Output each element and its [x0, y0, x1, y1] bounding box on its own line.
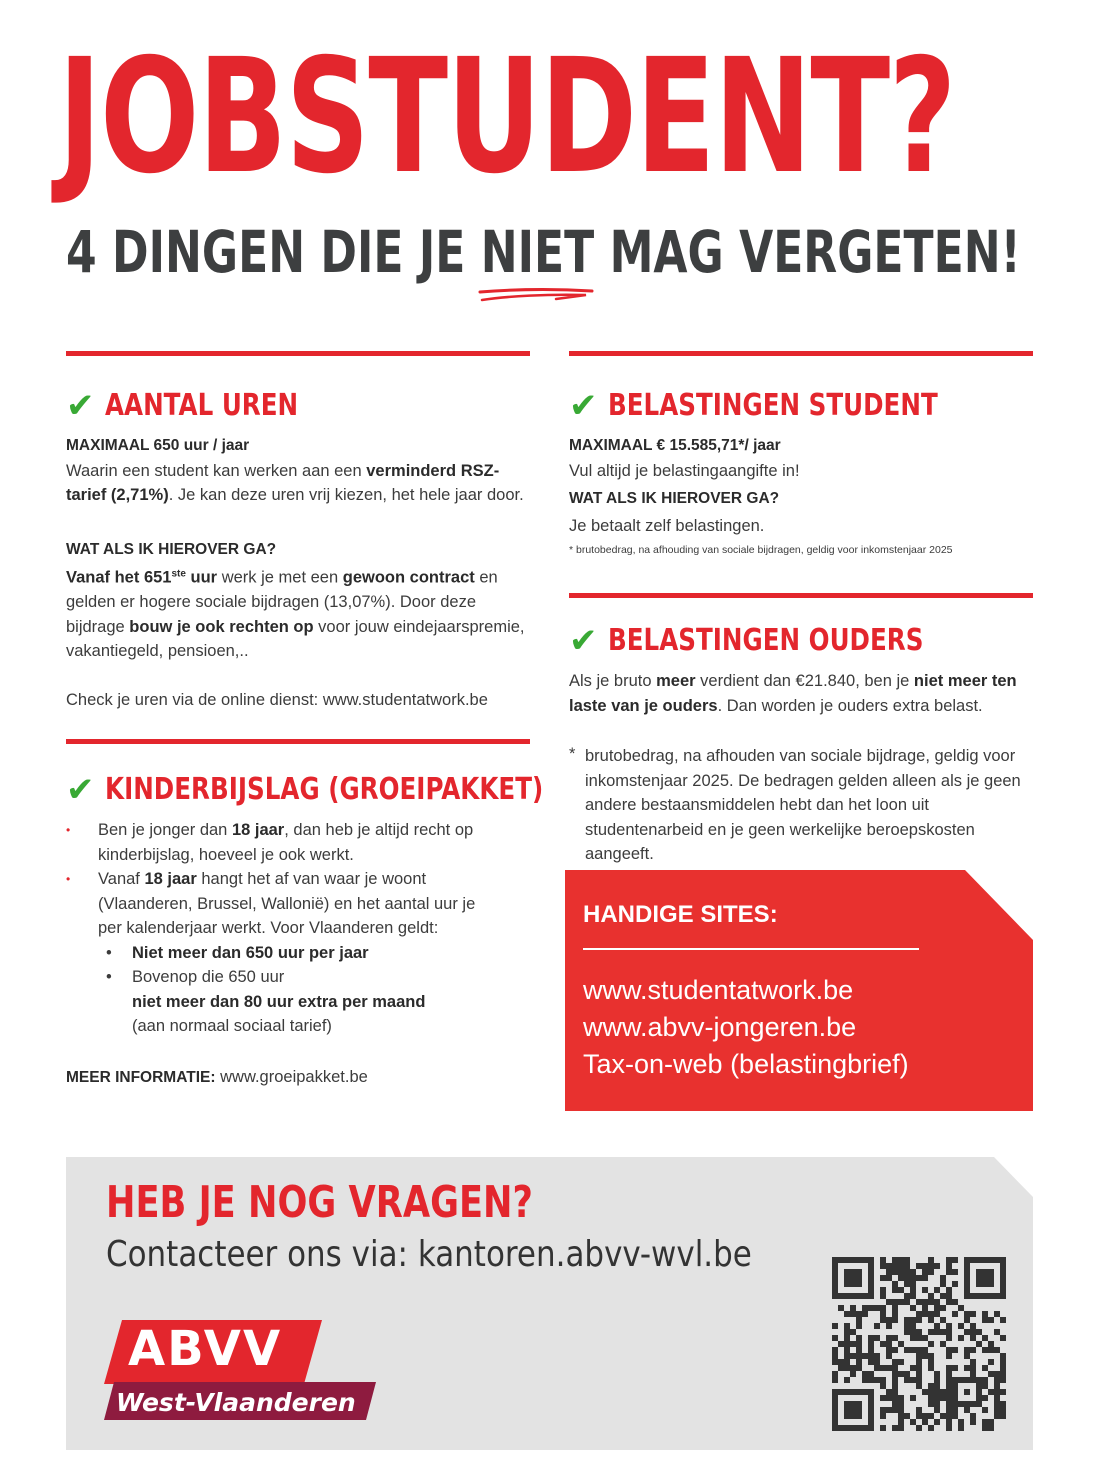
site-link-tax-on-web[interactable]: Tax-on-web (belastingbrief)	[583, 1049, 909, 1079]
sites-divider	[583, 948, 919, 950]
divider-uren	[66, 351, 530, 356]
divider-kinderbijslag	[66, 739, 530, 744]
sites-title: HANDIGE SITES:	[583, 901, 778, 928]
sub-list-item: • Niet meer dan 650 uur per jaar	[106, 943, 369, 962]
section-heading-bel-student: ✔ BELASTINGEN STUDENT	[569, 386, 938, 426]
bel-ouders-note: * brutobedrag, na afhouden van sociale bijdrage, geldig voor inkomstenjaar 2025. De bedragen gelden alleen als je geen andere bestaansmiddelen hebt dan het loon uit studentenarbeid en je geen werkelijke beroepskosten aangeeft.	[569, 745, 1021, 863]
site-link-abvv-jongeren[interactable]: www.abvv-jongeren.be	[583, 1012, 857, 1042]
check-icon: ✔	[66, 386, 95, 426]
max-amount-label: MAXIMAAL € 15.585,71*/ jaar	[569, 437, 781, 454]
logo-region: West-Vlaanderen	[116, 1388, 356, 1417]
bel-student-line-2: Je betaalt zelf belastingen.	[569, 516, 765, 535]
bel-student-line-1: Vul altijd je belastingaangifte in!	[569, 461, 800, 480]
uren-check-link: Check je uren via de online dienst: www.studentatwork.be	[66, 690, 488, 709]
uren-question: WAT ALS IK HIEROVER GA?	[66, 540, 277, 558]
section-heading-kinderbijslag: ✔ KINDERBIJSLAG (GROEIPAKKET)	[66, 770, 543, 810]
section-heading-bel-ouders: ✔ BELASTINGEN OUDERS	[569, 621, 923, 661]
check-icon: ✔	[66, 770, 95, 810]
poster-title: JOBSTUDENT?	[58, 25, 955, 209]
bel-ouders-paragraph: Als je bruto meer verdient dan €21.840, ben je niet meer ten laste van je ouders. Dan worden je ouders extra belast.	[569, 672, 1017, 715]
check-icon: ✔	[569, 386, 598, 426]
contact-line: Contacteer ons via: kantoren.abvv-wvl.be	[106, 1234, 752, 1275]
check-icon: ✔	[569, 621, 598, 661]
section-body-kinderbijslag	[66, 818, 476, 1090]
divider-bel-student	[569, 351, 1033, 356]
sub-list-item: • Bovenop die 650 uur niet meer dan 80 uur extra per maand (aan normaal sociaal tarief)	[106, 968, 426, 1035]
list-item: • Vanaf 18 jaar hangt het af van waar je woont (Vlaanderen, Brussel, Wallonië) en het aantal uur je per kalenderjaar werkt. Voor Vlaanderen geldt:	[66, 870, 476, 937]
bel-student-question: WAT ALS IK HIEROVER GA?	[569, 490, 780, 507]
max-hours-label: MAXIMAAL 650 uur / jaar	[66, 437, 250, 454]
divider-bel-ouders	[569, 593, 1033, 598]
contact-question: HEB JE NOG VRAGEN?	[106, 1177, 533, 1228]
scribble-underline-icon	[478, 286, 598, 306]
bel-student-footnote: * brutobedrag, na afhouding van sociale bijdragen, geldig voor inkomstenjaar 2025	[569, 544, 953, 556]
section-heading-uren: ✔ AANTAL UREN	[66, 386, 298, 426]
poster-subtitle: 4 DINGEN DIE JE NIET MAG VERGETEN!	[66, 218, 1021, 286]
list-item: • Ben je jonger dan 18 jaar, dan heb je altijd recht op kinderbijslag, hoeveel je ook werkt.	[66, 821, 474, 864]
section-body-bel-student	[569, 434, 1033, 558]
qr-code-icon[interactable]	[832, 1257, 1006, 1431]
section-body-bel-ouders	[569, 669, 1033, 718]
meer-informatie: MEER INFORMATIE: www.groeipakket.be	[66, 1067, 368, 1086]
logo-name: ABVV	[128, 1321, 283, 1377]
site-link-studentatwork[interactable]: www.studentatwork.be	[583, 975, 854, 1005]
uren-paragraph-2: Vanaf het 651ste uur werk je met een gewoon contract en gelden er hogere sociale bijdragen (13,07%). Door deze bijdrage bouw je ook rechten op voor jouw eindejaarspremie, vakantiegeld, pensioen,..	[66, 568, 525, 660]
section-body-uren	[66, 434, 528, 712]
subtitle-emphasis: NIET	[480, 218, 595, 286]
uren-paragraph-1: Waarin een student kan werken aan een verminderd RSZ-tarief (2,71%). Je kan deze uren vrij kiezen, het hele jaar door.	[66, 461, 524, 504]
